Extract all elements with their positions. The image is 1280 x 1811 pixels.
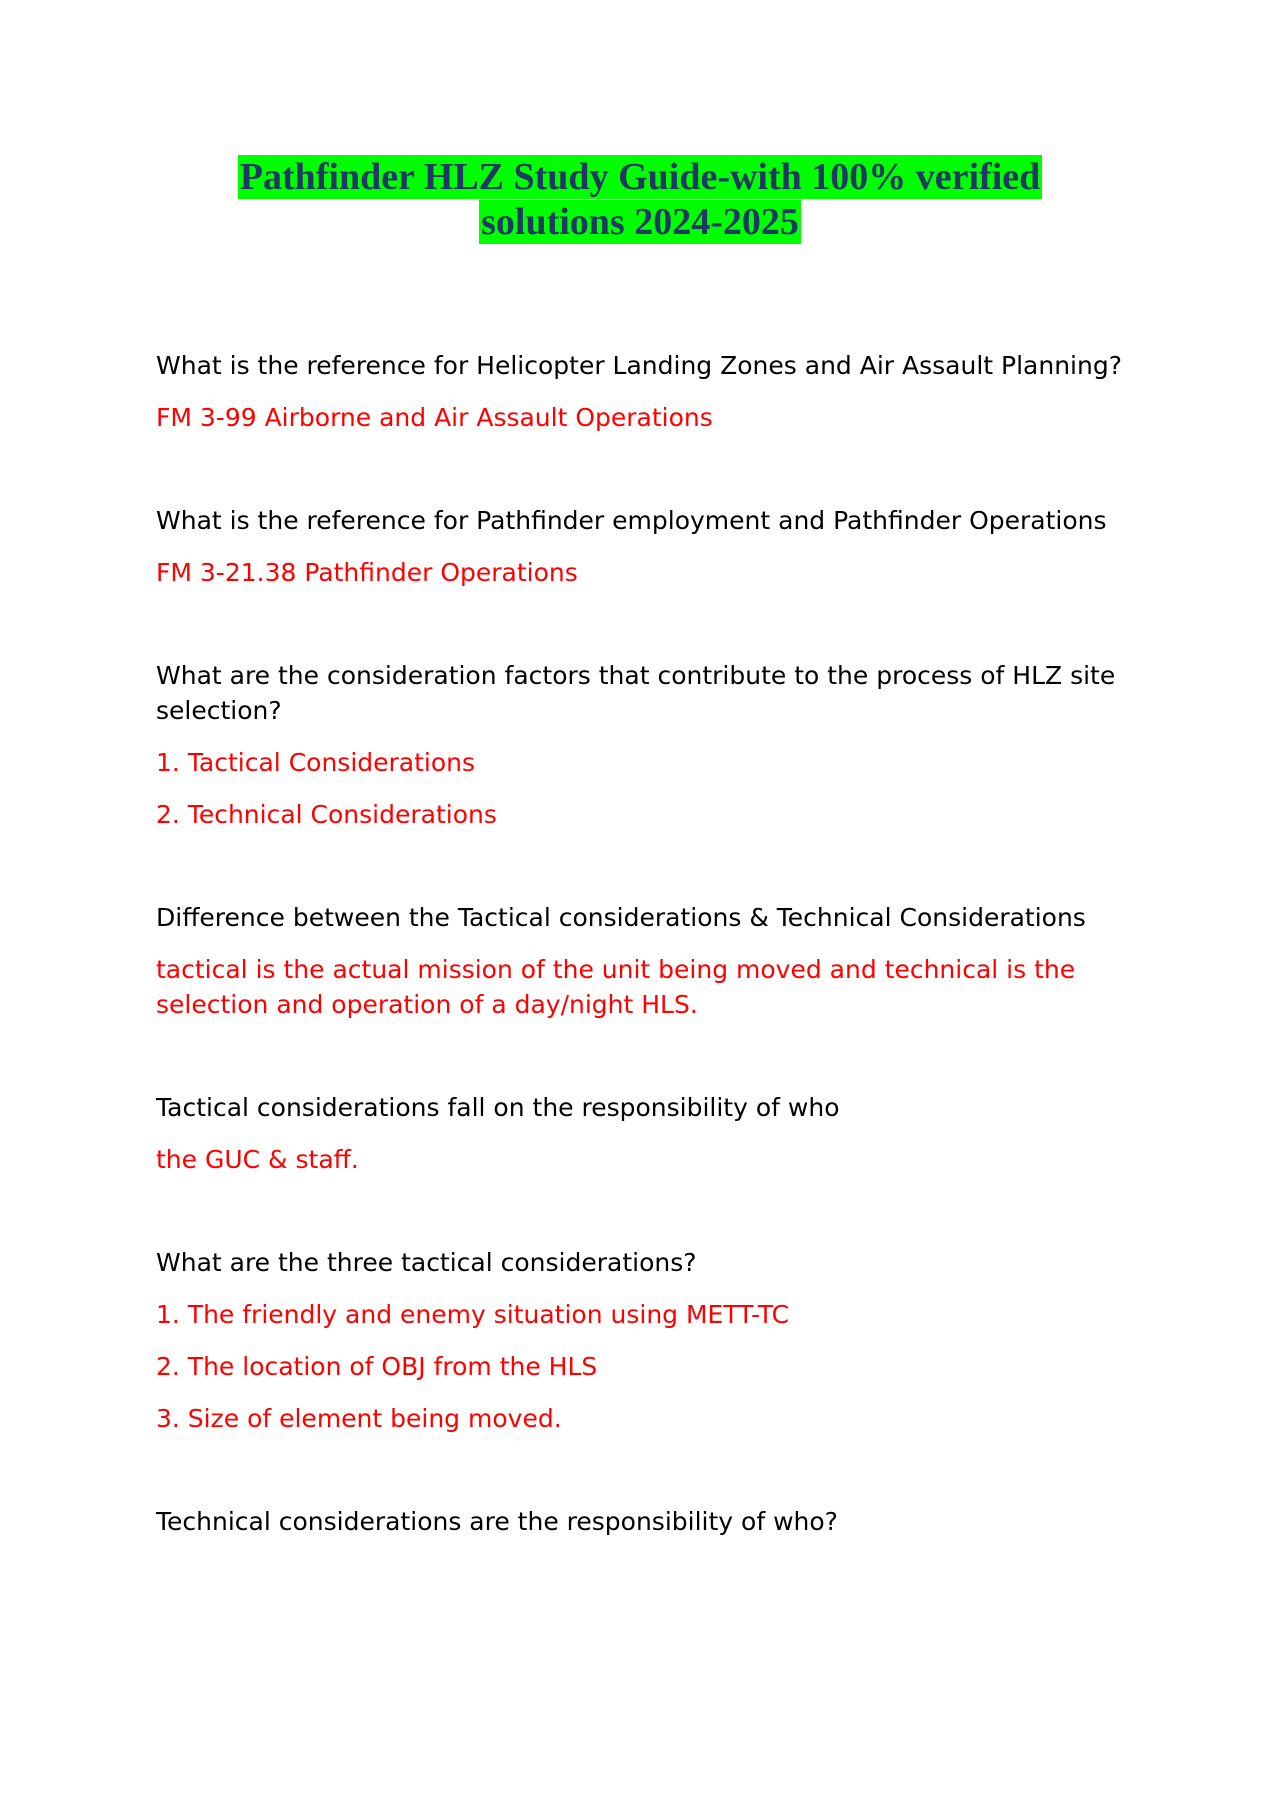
qa-item-2 (156, 503, 1136, 590)
answer-3-1: 1. Tactical Considerations (156, 748, 476, 777)
question-6: What are the three tactical considerations? (156, 1248, 697, 1277)
answer-4: tactical is the actual mission of the unit being moved and technical is the selection and operation of a day/night HLS. (156, 955, 1076, 1019)
question-1: What is the reference for Helicopter Landing Zones and Air Assault Planning? (156, 351, 1122, 380)
answer-2: FM 3-21.38 Pathfinder Operations (156, 558, 578, 587)
page-title (0, 155, 1280, 245)
question-3: What are the consideration factors that contribute to the process of HLZ site selection? (156, 661, 1116, 725)
answer-3-2: 2. Technical Considerations (156, 800, 497, 829)
qa-item-5 (156, 1090, 1136, 1177)
title-line-2: solutions 2024-2025 (481, 201, 799, 243)
qa-item-3 (156, 658, 1136, 832)
title-line-1: Pathfinder HLZ Study Guide-with 100% verified (239, 156, 1041, 198)
answer-1: FM 3-99 Airborne and Air Assault Operations (156, 403, 713, 432)
qa-item-4 (156, 900, 1136, 1022)
qa-list (156, 348, 1136, 1539)
qa-item-1 (156, 348, 1136, 435)
answer-6-2: 2. The location of OBJ from the HLS (156, 1352, 598, 1381)
qa-item-6 (156, 1245, 1136, 1436)
question-4: Difference between the Tactical considerations & Technical Considerations (156, 903, 1086, 932)
qa-item-7 (156, 1504, 1136, 1539)
question-2: What is the reference for Pathfinder employment and Pathfinder Operations (156, 506, 1107, 535)
answer-5: the GUC & staff. (156, 1145, 359, 1174)
answer-6-3: 3. Size of element being moved. (156, 1404, 562, 1433)
question-7: Technical considerations are the responsibility of who? (156, 1507, 838, 1536)
answer-6-1: 1. The friendly and enemy situation using METT-TC (156, 1300, 790, 1329)
question-5: Tactical considerations fall on the responsibility of who (156, 1093, 840, 1122)
